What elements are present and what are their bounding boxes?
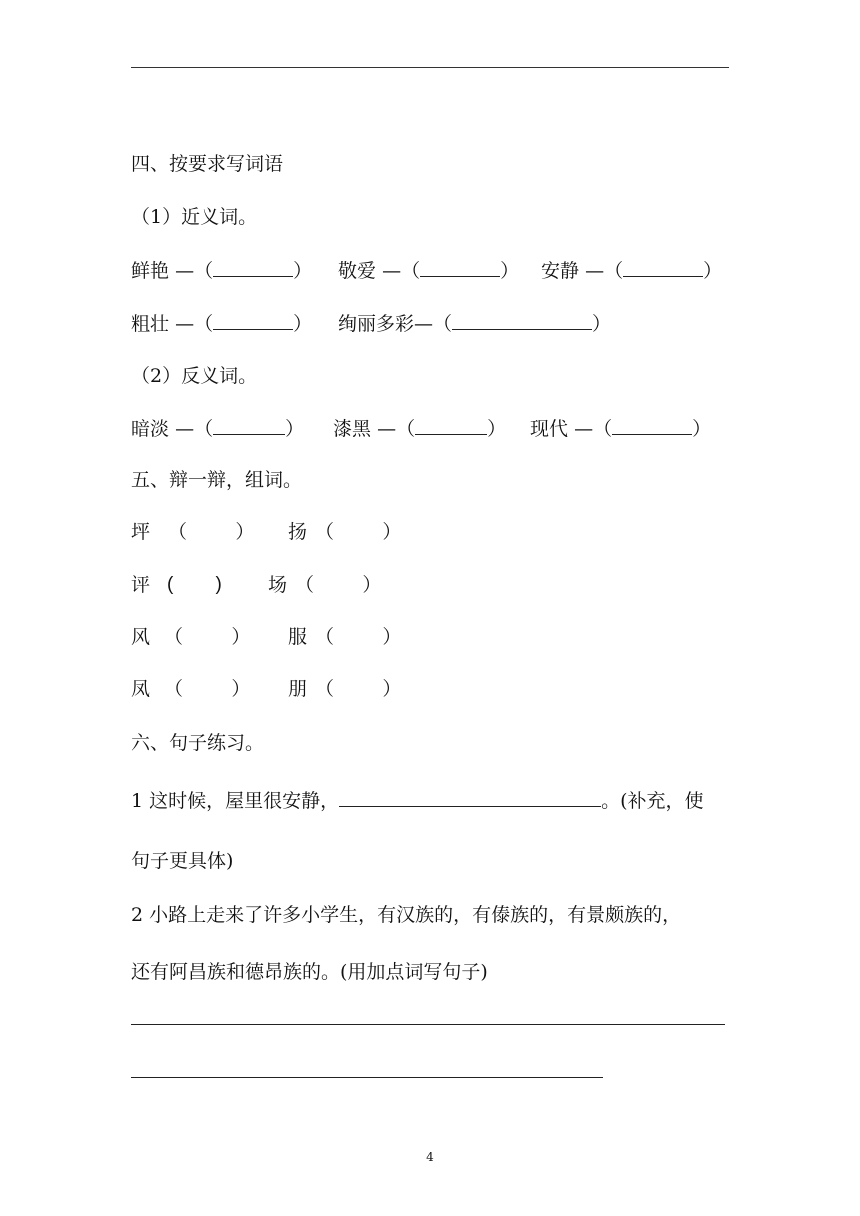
char: 朋 [288,678,308,700]
word: 敬爱 [338,260,377,282]
answer-paren[interactable]: （ ） [164,626,251,648]
answer-paren[interactable]: ( ) [167,574,222,595]
section5-title: 五、辩一辩，组词。 [131,469,303,491]
word: 粗壮 [131,313,170,335]
synonym-heading: （1）近义词。 [131,206,258,228]
question-1-continuation: 句子更具体) [131,850,234,872]
word: 绚丽多彩 [338,313,415,335]
answer-blank[interactable] [213,258,293,277]
page-number: 4 [426,1150,434,1164]
answer-line-2[interactable] [131,1077,603,1078]
answer-blank[interactable] [415,416,487,435]
word: 鲜艳 [131,260,170,282]
char: 扬 [288,521,308,543]
word: 暗淡 [131,418,170,440]
char: 服 [288,626,308,648]
answer-blank[interactable] [420,258,500,277]
answer-paren[interactable]: （ ） [295,574,382,596]
answer-blank[interactable] [339,788,601,807]
char: 凤 [131,678,151,700]
char: 坪 [131,521,151,543]
answer-line-1[interactable] [131,1024,725,1025]
section6-title: 六、句子练习。 [131,732,265,754]
word: 现代 [530,418,569,440]
section4-title: 四、按要求写词语 [131,153,284,175]
answer-paren[interactable]: （ ） [315,626,402,648]
word: 安静 [541,260,580,282]
answer-blank[interactable] [623,258,703,277]
char: 评 [131,574,151,596]
answer-paren[interactable]: （ ） [168,521,255,543]
antonym-heading: （2）反义词。 [131,365,258,387]
answer-paren[interactable]: （ ） [164,678,251,700]
answer-blank[interactable] [213,416,285,435]
char: 场 [268,574,288,596]
char: 风 [131,626,151,648]
word: 漆黑 [333,418,372,440]
header-rule [131,67,729,68]
answer-blank[interactable] [213,311,293,330]
answer-paren[interactable]: （ ） [315,521,402,543]
question-2-line-1: 2 小路上走来了许多小学生，有汉族的，有傣族的，有景颇族的， [131,904,682,926]
answer-blank[interactable] [452,311,592,330]
question-2-line-2: 还有阿昌族和德昂族的。(用加点词写句子) [131,961,488,983]
answer-blank[interactable] [612,416,692,435]
answer-paren[interactable]: （ ） [315,678,402,700]
